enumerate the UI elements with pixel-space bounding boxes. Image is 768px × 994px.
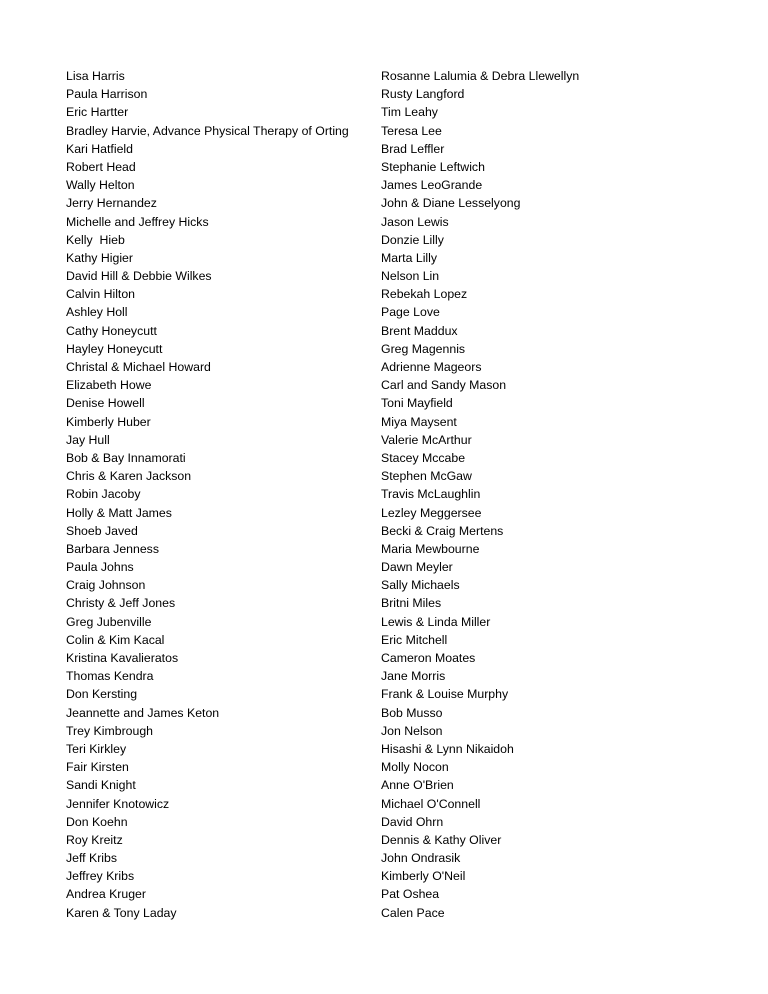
name-entry: Jay Hull <box>66 432 110 447</box>
name-entry: Stephen McGaw <box>381 469 472 484</box>
name-entry: Fair Kirsten <box>66 760 129 775</box>
name-entry: Marta Lilly <box>381 250 438 265</box>
name-entry: Miya Maysent <box>381 414 457 429</box>
name-entry: Christy & Jeff Jones <box>66 596 176 611</box>
name-entry: Lisa Harris <box>66 69 125 83</box>
name-entry: Page Love <box>381 305 440 320</box>
name-entry: Brad Leffler <box>381 141 445 156</box>
name-entry: Sandi Knight <box>66 778 136 793</box>
name-entry: Shoeb Javed <box>66 523 138 538</box>
name-entry: Rosanne Lalumia & Debra Llewellyn <box>381 69 580 83</box>
name-entry: Jeffrey Kribs <box>66 869 135 884</box>
name-entry: Kathy Higier <box>66 250 133 265</box>
name-entry: Christal & Michael Howard <box>66 360 211 374</box>
name-entry: Eric Hartter <box>66 105 129 120</box>
name-entry: Pat Oshea <box>381 887 440 902</box>
name-entry: Jason Lewis <box>381 214 449 229</box>
name-entry: Hayley Honeycutt <box>66 341 163 356</box>
name-entry: Travis McLaughlin <box>381 487 481 502</box>
name-entry: James LeoGrande <box>381 178 483 193</box>
name-list-left-column <box>66 67 366 922</box>
name-entry: Anne O'Brien <box>381 778 454 793</box>
name-entry: Rebekah Lopez <box>381 287 468 302</box>
name-entry: Carl and Sandy Mason <box>381 378 507 393</box>
name-entry: John Ondrasik <box>381 851 461 866</box>
name-entry: Stephanie Leftwich <box>381 159 485 174</box>
name-entry: Cameron Moates <box>381 651 476 665</box>
name-entry: Jeannette and James Keton <box>66 705 220 720</box>
name-entry: Calen Pace <box>381 905 445 920</box>
name-entry: Jon Nelson <box>381 723 443 738</box>
name-entry: Robert Head <box>66 159 136 174</box>
name-entry: Don Kersting <box>66 687 138 702</box>
name-entry: Cathy Honeycutt <box>66 323 157 338</box>
name-entry: Valerie McArthur <box>381 432 472 447</box>
name-entry: Jennifer Knotowicz <box>66 796 170 811</box>
name-entry: Becki & Craig Mertens <box>381 523 504 538</box>
name-entry: Elizabeth Howe <box>66 378 152 393</box>
name-entry: Bradley Harvie, Advance Physical Therapy of Orting <box>66 123 349 138</box>
name-entry: Hisashi & Lynn Nikaidoh <box>381 741 514 756</box>
name-entry: Paula Johns <box>66 560 134 575</box>
name-entry: Molly Nocon <box>381 760 449 775</box>
name-entry: Rusty Langford <box>381 87 465 102</box>
name-entry: Kari Hatfield <box>66 141 133 156</box>
name-entry: Britni Miles <box>381 596 442 611</box>
name-entry: Michelle and Jeffrey Hicks <box>66 214 209 229</box>
name-entry: Barbara Jenness <box>66 541 159 556</box>
name-entry: Trey Kimbrough <box>66 723 154 738</box>
name-entry: Donzie Lilly <box>381 232 444 247</box>
name-entry: Greg Jubenville <box>66 614 152 629</box>
name-entry: Wally Helton <box>66 178 135 193</box>
name-entry: David Hill & Debbie Wilkes <box>66 269 212 284</box>
name-list-right-column <box>381 67 681 922</box>
name-entry: Lezley Meggersee <box>381 505 482 520</box>
name-entry: Brent Maddux <box>381 323 458 338</box>
name-entry: Jeff Kribs <box>66 851 118 866</box>
name-entry: Tim Leahy <box>381 105 438 120</box>
name-entry: Calvin Hilton <box>66 287 136 302</box>
name-entry: Adrienne Mageors <box>381 360 482 374</box>
name-entry: Holly & Matt James <box>66 505 172 520</box>
name-entry: Dawn Meyler <box>381 560 453 575</box>
name-entry: Frank & Louise Murphy <box>381 687 509 702</box>
name-entry: Teresa Lee <box>381 123 442 138</box>
name-entry: Don Koehn <box>66 814 128 829</box>
name-entry: Jerry Hernandez <box>66 196 157 211</box>
name-entry: Denise Howell <box>66 396 145 411</box>
name-entry: Roy Kreitz <box>66 832 123 847</box>
name-entry: Lewis & Linda Miller <box>381 614 491 629</box>
name-entry: Jane Morris <box>381 669 446 684</box>
name-entry: Nelson Lin <box>381 269 440 284</box>
name-entry: Ashley Holl <box>66 305 128 320</box>
name-entry: Kimberly Huber <box>66 414 151 429</box>
name-entry: Robin Jacoby <box>66 487 141 502</box>
name-entry: David Ohrn <box>381 814 444 829</box>
name-entry: Kristina Kavalieratos <box>66 651 179 665</box>
name-entry: Colin & Kim Kacal <box>66 632 165 647</box>
name-entry: Teri Kirkley <box>66 741 127 756</box>
name-entry: Thomas Kendra <box>66 669 154 684</box>
name-entry: Karen & Tony Laday <box>66 905 177 920</box>
name-entry: Paula Harrison <box>66 87 148 102</box>
name-entry: Dennis & Kathy Oliver <box>381 832 502 847</box>
name-entry: John & Diane Lesselyong <box>381 196 521 211</box>
name-entry: Michael O'Connell <box>381 796 481 811</box>
name-entry: Chris & Karen Jackson <box>66 469 192 484</box>
name-entry: Andrea Kruger <box>66 887 146 902</box>
name-entry: Stacey Mccabe <box>381 450 466 465</box>
name-entry: Craig Johnson <box>66 578 146 593</box>
name-entry: Bob Musso <box>381 705 443 720</box>
name-entry: Bob & Bay Innamorati <box>66 450 186 465</box>
name-entry: Kelly Hieb <box>66 232 125 247</box>
name-entry: Toni Mayfield <box>381 396 453 411</box>
name-entry: Maria Mewbourne <box>381 541 480 556</box>
name-entry: Greg Magennis <box>381 341 466 356</box>
name-entry: Sally Michaels <box>381 578 460 593</box>
name-entry: Kimberly O'Neil <box>381 869 466 884</box>
name-entry: Eric Mitchell <box>381 632 448 647</box>
